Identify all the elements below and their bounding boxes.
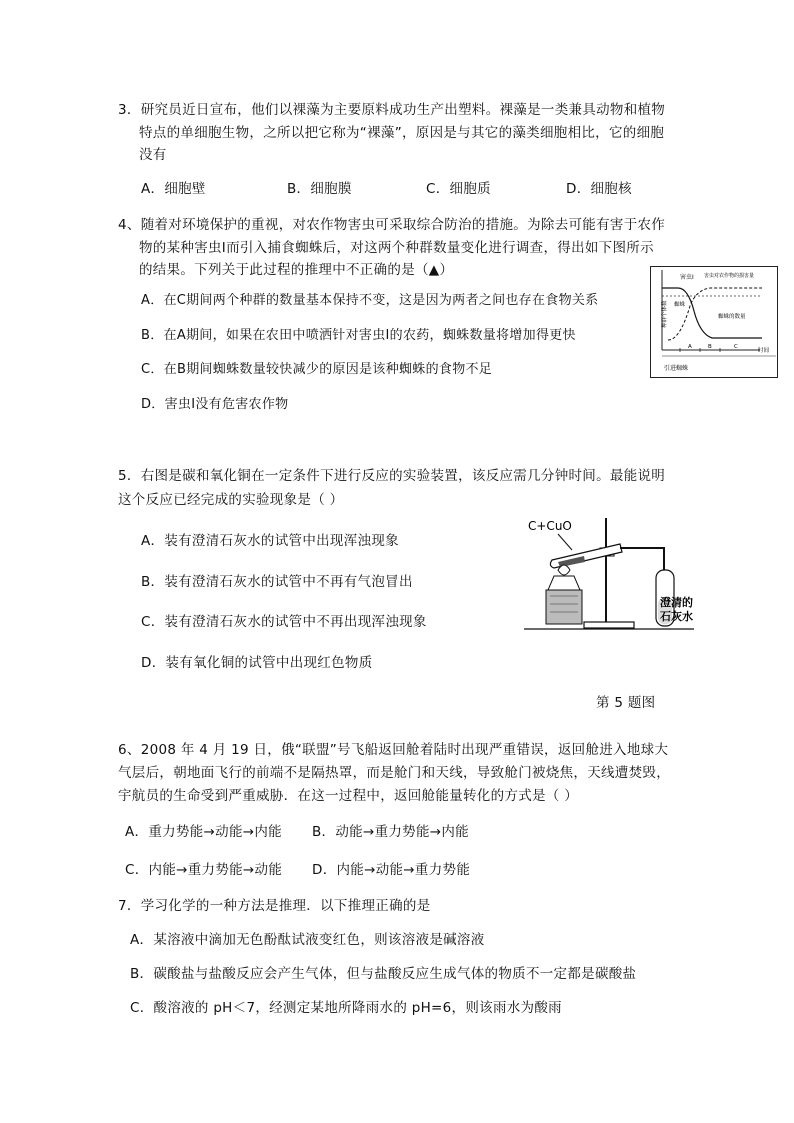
period-a-label: A <box>688 344 692 350</box>
q6-option-c: C．内能→重力势能→动能 <box>125 862 283 878</box>
spider-count-label: 蜘蛛的数量 <box>718 314 746 320</box>
q4-stem-line-2: 物的某种害虫Ⅰ而引入捕食蜘蛛后，对这两个种群数量变化进行调查，得出如下图所示 <box>139 240 654 256</box>
q7-option-b: B．碳酸盐与盐酸反应会产生气体，但与盐酸反应生成气体的物质不一定都是碳酸盐 <box>130 966 637 982</box>
q6-stem-line-2: 气层后，朝地面飞行的前端不是隔热罩，而是舱门和天线，导致舱门被烧焦，天线遭焚毁， <box>118 765 670 781</box>
graph-frame <box>651 267 778 378</box>
q5-option-a: A．装有澄清石灰水的试管中出现浑浊现象 <box>141 533 399 549</box>
intro-spider-label: 引进蜘蛛 <box>664 365 689 372</box>
y-axis-label: 种群个体数 <box>662 300 668 328</box>
q6-stem-line-3: 宇航员的生命受到严重威胁．在这一过程中，返回舱能量转化的方式是（ ） <box>118 788 578 804</box>
q5-option-b: B．装有澄清石灰水的试管中不再有气泡冒出 <box>141 574 413 590</box>
reactant-pointer <box>558 534 572 550</box>
q4-option-b: B．在A期间，如果在农田中喷洒针对害虫Ⅰ的农药，蜘蛛数量将增加得更快 <box>141 328 576 343</box>
q6-option-a: A．重力势能→动能→内能 <box>125 824 282 840</box>
q5-figure-caption: 第 5 题图 <box>596 695 656 711</box>
q3-stem-line-3: 没有 <box>139 147 167 163</box>
q7-option-a: A．某溶液中滴加无色酚酞试液变红色，则该溶液是碱溶液 <box>130 932 485 948</box>
q7-option-c: C．酸溶液的 pH＜7，经测定某地所降雨水的 pH=6，则该雨水为酸雨 <box>130 1000 562 1016</box>
q3-option-d: D．细胞核 <box>566 181 632 197</box>
q5-option-d: D．装有氧化铜的试管中出现红色物质 <box>141 655 373 671</box>
limewater-label-2: 石灰水 <box>660 610 693 623</box>
q5-stem-line-2: 这个反应已经完成的实验现象是（ ） <box>118 492 344 508</box>
q3-option-c: C．细胞质 <box>426 181 491 197</box>
q3-stem-line-2: 特点的单细胞生物，之所以把它称为“裸藻”，原因是与其它的藻类细胞相比，它的细胞 <box>139 125 665 141</box>
q4-population-graph <box>650 266 778 378</box>
q4-option-d: D．害虫Ⅰ没有危害农作物 <box>141 397 289 412</box>
period-c-label: C <box>734 344 738 350</box>
q3-stem-line-1: 3．研究员近日宣布，他们以裸藻为主要原料成功生产出塑料。裸藻是一类兼具动物和植物 <box>118 102 666 118</box>
stand-base <box>584 622 634 628</box>
q3-option-a: A．细胞壁 <box>141 181 206 197</box>
q5-option-c: C．装有澄清石灰水的试管中不再出现浑浊现象 <box>141 614 427 630</box>
pest-label: 害虫Ⅰ <box>680 274 694 281</box>
q5-stem-line-1: 5．右图是碳和氧化铜在一定条件下进行反应的实验装置，该反应需几分钟时间。最能说明 <box>118 468 666 484</box>
time-label: 时间 <box>758 348 770 354</box>
period-b-label: B <box>708 344 712 350</box>
q6-option-b: B．动能→重力势能→内能 <box>312 824 469 840</box>
q4-stem-line-3: 的结果。下列关于此过程的推理中不正确的是（▲） <box>139 262 454 278</box>
lamp-wick-holder <box>548 576 580 590</box>
q4-option-a: A．在C期间两个种群的数量基本保持不变，这是因为两者之间也存在食物关系 <box>141 293 599 308</box>
q3-option-b: B．细胞膜 <box>287 181 352 197</box>
q6-stem-line-1: 6、2008 年 4 月 19 日，俄“联盟”号飞船返回舱着陆时出现严重错误，返回舱进入地球大 <box>118 742 669 758</box>
q7-stem: 7．学习化学的一种方法是推理．以下推理正确的是 <box>118 898 431 914</box>
q5-apparatus-figure <box>524 510 702 632</box>
q4-option-c: C．在B期间蜘蛛数量较快减少的原因是该种蜘蛛的食物不足 <box>141 362 493 377</box>
q6-option-d: D．内能→动能→重力势能 <box>312 862 471 878</box>
lamp-body <box>546 590 582 624</box>
reactant-label: C+CuO <box>528 519 572 533</box>
limewater-label-1: 澄清的 <box>660 596 693 609</box>
q4-stem-line-1: 4、随着对环境保护的重视，对农作物害虫可采取综合防治的措施。为除去可能有害于农作 <box>118 217 666 233</box>
threshold-label: 害虫对农作物的损害量 <box>704 273 755 279</box>
spider-label: 蜘蛛 <box>674 302 686 308</box>
